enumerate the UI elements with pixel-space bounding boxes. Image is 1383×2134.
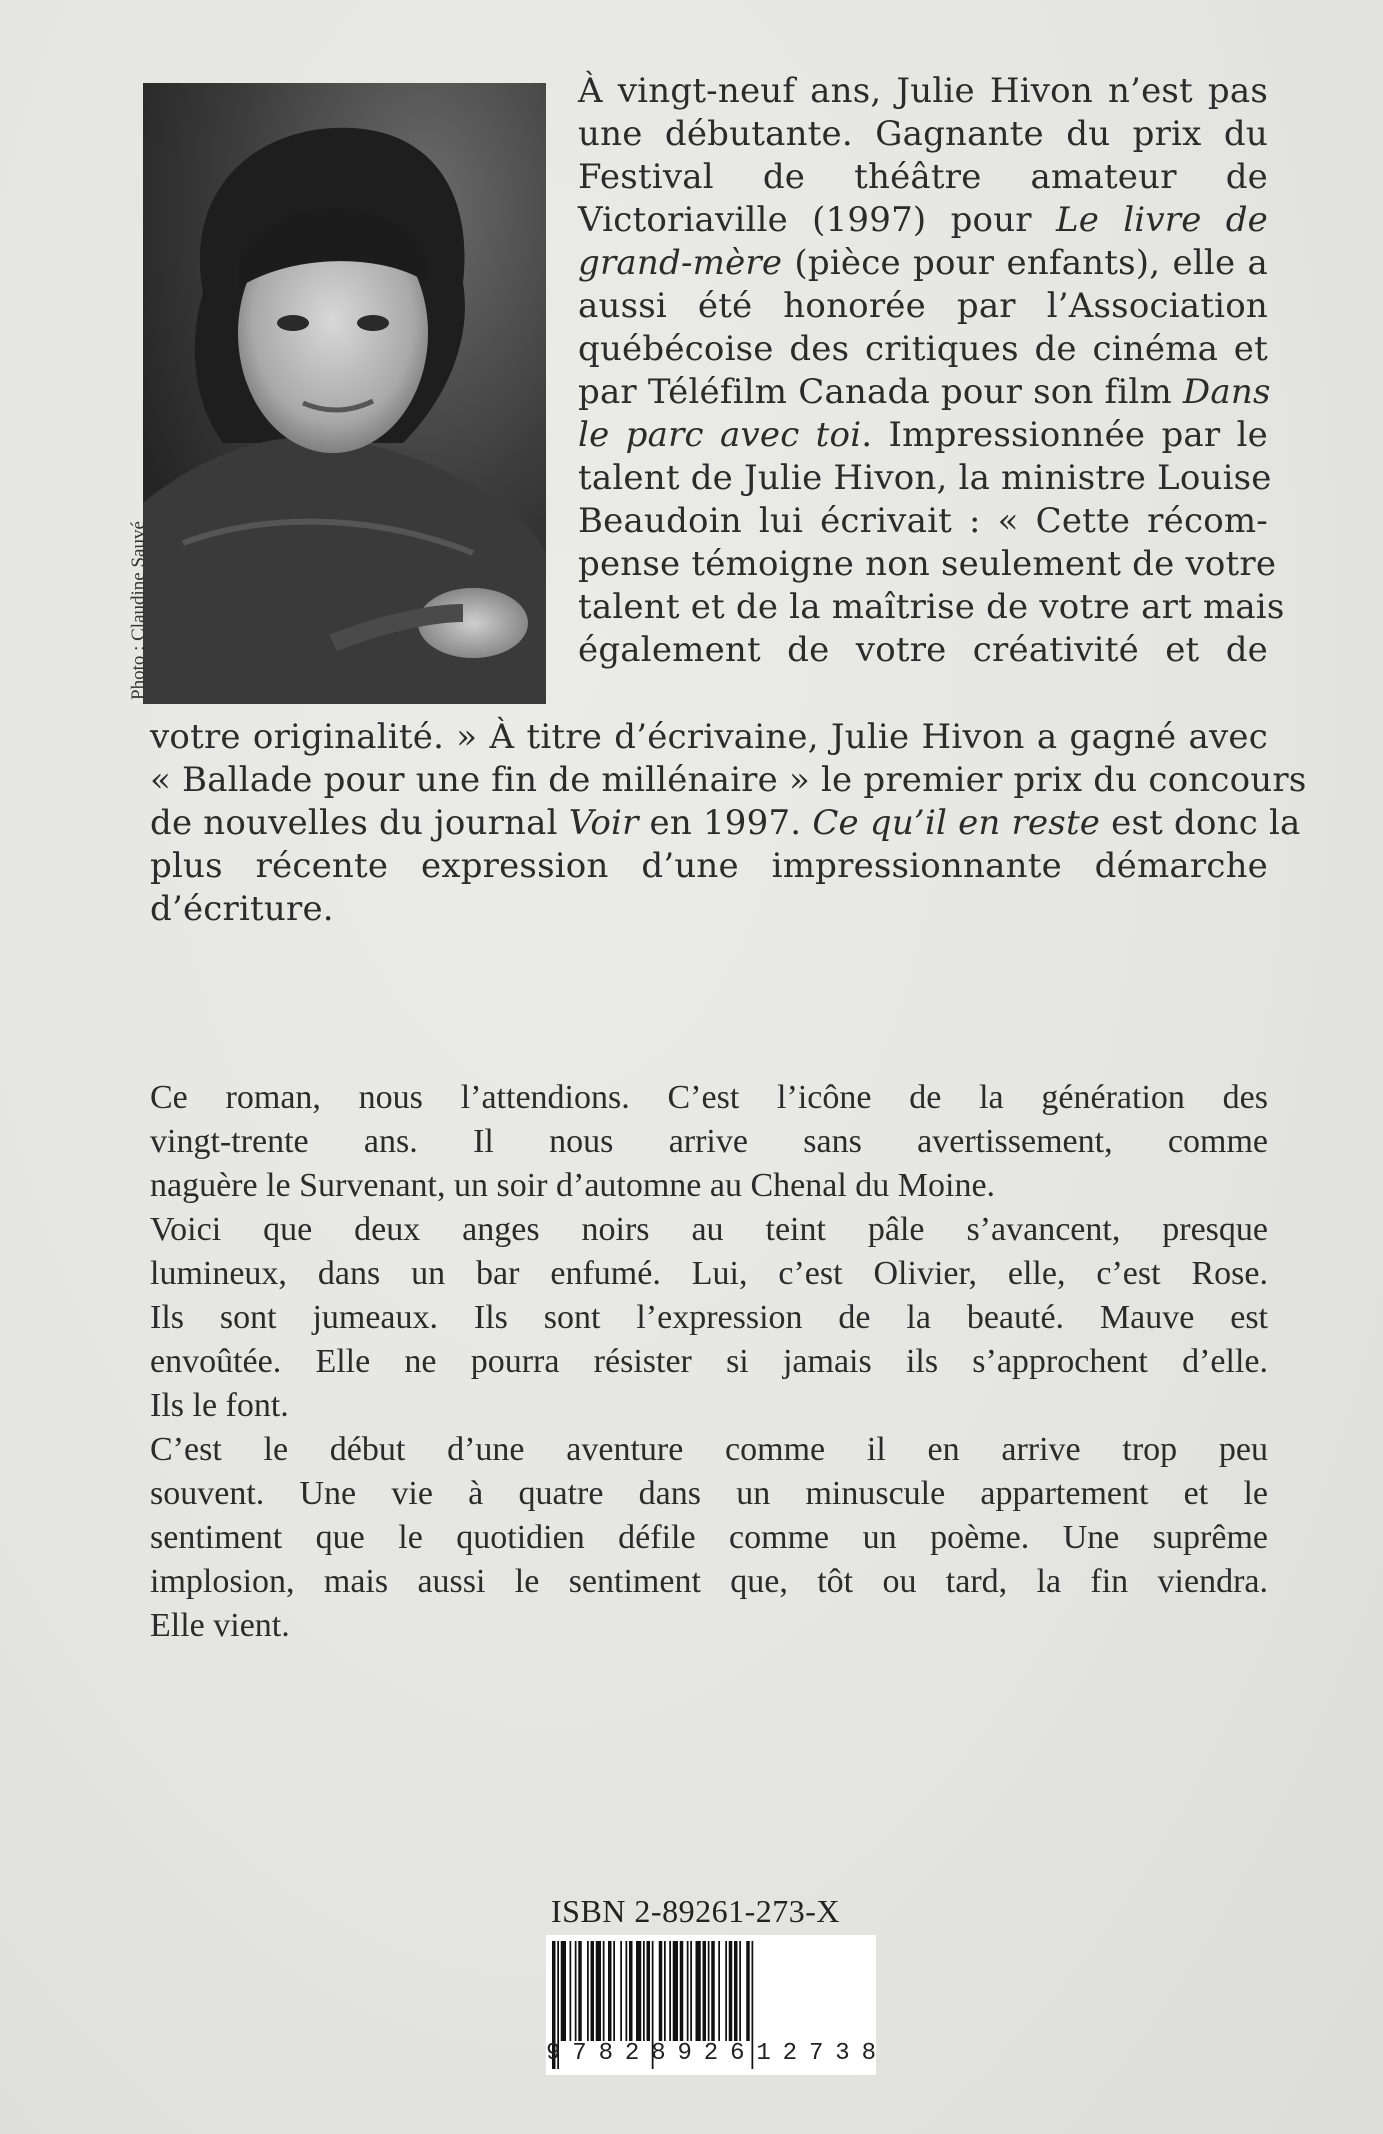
bio-title-italic: Dans (1182, 372, 1271, 412)
bio-line: « Ballade pour une fin de millénaire » le premier prix du concours (150, 760, 1307, 800)
barcode-bar (596, 1941, 601, 2041)
barcode-digit: 2 (782, 2040, 798, 2067)
barcode-bar (696, 1941, 701, 2041)
synopsis-line: naguère le Survenant, un soir d’automne au Chenal du Moine. (150, 1167, 996, 1204)
barcode-bar (734, 1941, 738, 2041)
bio-line: d’écriture. (150, 889, 334, 929)
bio-line: Festival de théâtre amateur de (578, 157, 1268, 197)
barcode-bar (636, 1941, 641, 2041)
barcode-bar (629, 1941, 633, 2041)
bio-text: de nouvelles du journal (150, 803, 569, 843)
barcode-digit: 8 (861, 2040, 876, 2067)
author-photo (143, 83, 546, 704)
synopsis-line: implosion, mais aussi le sentiment que, tôt ou tard, la fin viendra. (150, 1563, 1268, 1600)
barcode-bar (673, 1941, 678, 2041)
barcode-bar (664, 1941, 666, 2041)
bio-title-italic: le parc avec toi (578, 415, 862, 455)
barcode-bar (613, 1941, 615, 2041)
barcode-bar (708, 1941, 710, 2041)
bio-line: aussi été honorée par l’Association (578, 286, 1268, 326)
barcode-digit: 8 (651, 2040, 666, 2067)
author-bio-bottom (150, 716, 1307, 931)
bio-title-italic: Le livre de (1055, 200, 1269, 240)
barcode-bar (690, 1941, 692, 2041)
bio-title-italic: grand-mère (578, 243, 783, 283)
barcode-digit: 2 (624, 2040, 640, 2067)
bio-line: votre originalité. » À titre d’écrivaine, Julie Hivon a gagné avec (150, 717, 1268, 757)
synopsis-line: souvent. Une vie à quatre dans un minuscule appartement et le (150, 1475, 1268, 1512)
barcode-bar (643, 1941, 645, 2041)
synopsis-line: vingt-trente ans. Il nous arrive sans avertissement, comme (150, 1123, 1268, 1160)
barcode-digit: 1 (756, 2040, 771, 2067)
bio-text: par Téléfilm Canada pour son film (578, 372, 1183, 412)
bio-line: talent et de la maîtrise de votre art mais (578, 587, 1285, 627)
synopsis-line: Elle vient. (150, 1607, 290, 1644)
barcode-bar (711, 1941, 715, 2041)
bio-line: talent de Julie Hivon, la ministre Louise (578, 458, 1272, 498)
synopsis-line: Ils le font. (150, 1387, 289, 1424)
photo-credit: Photo : Claudine Sauvé (128, 521, 149, 700)
barcode-bar (575, 1941, 577, 2041)
barcode-bar (703, 1941, 707, 2041)
barcode-bar (687, 1941, 689, 2041)
bio-line: également de votre créativité et de (578, 630, 1268, 670)
barcode-bar (647, 1941, 651, 2041)
barcode-bar (669, 1941, 671, 2041)
barcode-digit: 2 (703, 2040, 719, 2067)
bio-text: (pièce pour enfants), elle a (782, 243, 1268, 283)
synopsis-line: lumineux, dans un bar enfumé. Lui, c’est Olivier, elle, c’est Rose. (150, 1255, 1268, 1292)
barcode-bar (591, 1941, 595, 2041)
book-synopsis (150, 1076, 1268, 1648)
barcode-bar (659, 1941, 663, 2041)
bio-line: Beaudoin lui écrivait : « Cette récom- (578, 501, 1268, 541)
barcode-bar (608, 1941, 612, 2041)
bio-line: plus récente expression d’une impressionnante démarche (150, 846, 1268, 886)
bio-line (578, 242, 1268, 285)
bio-text: est donc la (1100, 803, 1301, 843)
synopsis-line: C’est le début d’une aventure comme il en arrive trop peu (150, 1431, 1268, 1468)
barcode-digit: 7 (572, 2040, 587, 2067)
author-bio-top (578, 70, 1285, 672)
bio-line (578, 414, 1268, 457)
barcode-bar (578, 1941, 582, 2041)
barcode-bar (739, 1941, 741, 2041)
barcode-bar (620, 1941, 622, 2041)
barcode-digit: 8 (598, 2040, 613, 2067)
bio-line: À vingt-neuf ans, Julie Hivon n’est pas (578, 71, 1268, 111)
bio-line: une débutante. Gagnante du prix du (578, 114, 1268, 154)
barcode-bar (718, 1941, 720, 2041)
barcode-bar (626, 1941, 628, 2041)
bio-line: pense témoigne non seulement de votre (578, 544, 1277, 584)
barcode-digits (546, 2040, 876, 2067)
barcode-digit: 9 (677, 2040, 692, 2067)
barcode-bar (729, 1941, 733, 2041)
bio-text: en 1997. (638, 803, 813, 843)
bio-text: Victoriaville (1997) pour (578, 200, 1056, 240)
bio-title-italic: Voir (568, 803, 639, 843)
bio-line (578, 371, 1271, 414)
synopsis-line: Voici que deux anges noirs au teint pâle s’avancent, presque (150, 1211, 1268, 1248)
barcode-digit: 7 (808, 2040, 824, 2067)
barcode-bar (587, 1941, 589, 2041)
barcode-digit: 9 (546, 2040, 561, 2067)
barcode-bar (561, 1941, 566, 2041)
barcode-bar (603, 1941, 605, 2041)
bio-line: québécoise des critiques de cinéma et (578, 329, 1268, 369)
bio-line (578, 199, 1268, 242)
synopsis-line: sentiment que le quotidien défile comme un poème. Une suprême (150, 1519, 1268, 1556)
barcode-bar (680, 1941, 684, 2041)
isbn-label: ISBN 2-89261-273-X (551, 1893, 840, 1929)
bio-text: . Impressionnée par le (861, 415, 1268, 455)
barcode-digit: 6 (730, 2040, 745, 2067)
author-portrait-image (143, 83, 546, 704)
synopsis-line: Ce roman, nous l’attendions. C’est l’icône de la génération des (150, 1079, 1268, 1116)
barcode-bar (725, 1941, 727, 2041)
synopsis-line: envoûtée. Elle ne pourra résister si jamais ils s’approchent d’elle. (150, 1343, 1268, 1380)
barcode-bar (570, 1941, 572, 2041)
barcode-digit: 3 (835, 2040, 850, 2067)
bio-line (150, 802, 1301, 845)
synopsis-line: Ils sont jumeaux. Ils sont l’expression de la beauté. Mauve est (150, 1299, 1268, 1336)
barcode-bar (746, 1941, 750, 2041)
bio-title-italic: Ce qu’il en reste (812, 803, 1101, 843)
